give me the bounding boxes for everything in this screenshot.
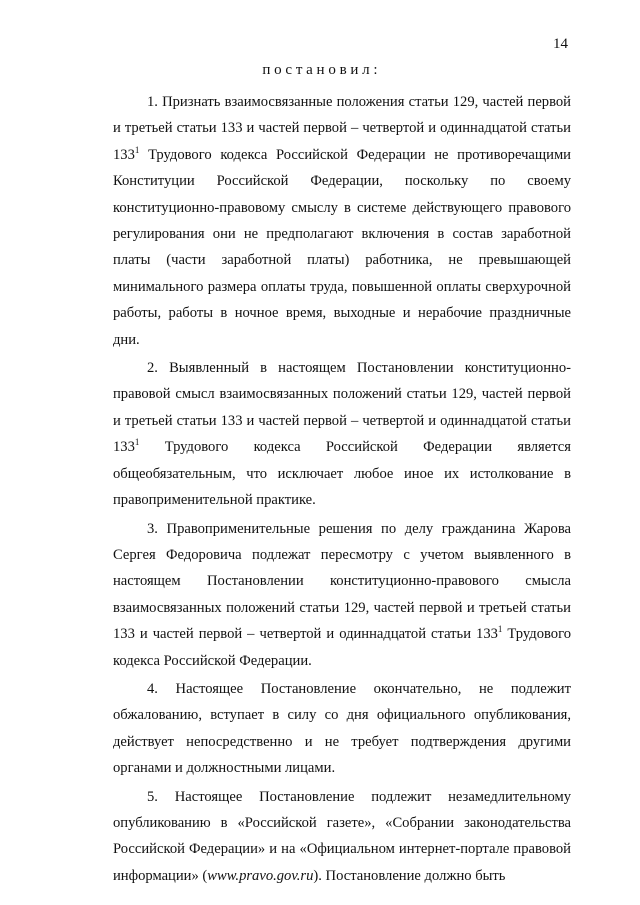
- paragraph-1: [113, 89, 571, 353]
- portal-url: www.pravo.gov.ru: [207, 867, 314, 884]
- paragraph-2: [113, 355, 571, 513]
- resolution-body: [113, 89, 571, 889]
- paragraph-1-text-continued: Трудового кодекса Российской Федерации не противоречащими Конституции Российской Федерации, поскольку по своему конституционно-правовому смыслу в системе действующего правового регулирования они не предполагают включения в состав заработной платы (части заработной платы) работника, не превышающей минимального размера оплаты труда, повышенной оплаты сверхурочной работы, работы в ночное время, выходные и нерабочие праздничные дни.: [113, 146, 571, 348]
- paragraph-3-text-continued: Трудового кодекса Российской Федерации.: [113, 626, 572, 669]
- paragraph-2-text-continued: Трудового кодекса Российской Федерации является общеобязательным, что исключает любое иное их истолкование в правоприменительной практике.: [113, 439, 571, 509]
- superscript: 1: [134, 144, 140, 155]
- paragraph-5-text: 5. Настоящее Постановление подлежит незамедлительному опубликованию в «Российской газете», «Собрании законодательства Российской Федерации» и на «Официальном интернет-портале правовой информации» (: [113, 788, 571, 884]
- resolution-heading: п о с т а н о в и л :: [262, 62, 378, 78]
- superscript: 1: [134, 437, 140, 448]
- paragraph-3: [113, 516, 571, 674]
- paragraph-5: [113, 784, 571, 890]
- paragraph-3-text: 3. Правоприменительные решения по делу гражданина Жарова Сергея Федоровича подлежат пересмотру с учетом выявленного в настоящем Постановлении конституционно-правового смысла взаимосвязанных положений статьи 129, частей первой и третьей статьи 133 и частей первой – четвертой и одиннадцатой статьи 133: [113, 520, 571, 643]
- paragraph-1-text: 1. Признать взаимосвязанные положения статьи 129, частей первой и третьей статьи 133 и частей первой – четвертой и одиннадцатой статьи 133: [113, 94, 571, 163]
- page-number: 14: [553, 36, 568, 52]
- superscript: 1: [497, 624, 503, 635]
- paragraph-5-text-continued: ). Постановление должно быть: [313, 867, 506, 884]
- paragraph-2-text: 2. Выявленный в настоящем Постановлении конституционно-правовой смысл взаимосвязанных положений статьи 129, частей первой и третьей статьи 133 и частей первой – четвертой и одиннадцатой статьи 133: [113, 360, 571, 456]
- paragraph-4: 4. Настоящее Постановление окончательно, не подлежит обжалованию, вступает в силу со дня официального опубликования, действует непосредственно и не требует подтверждения другими органами и должностными лицами.: [113, 680, 571, 777]
